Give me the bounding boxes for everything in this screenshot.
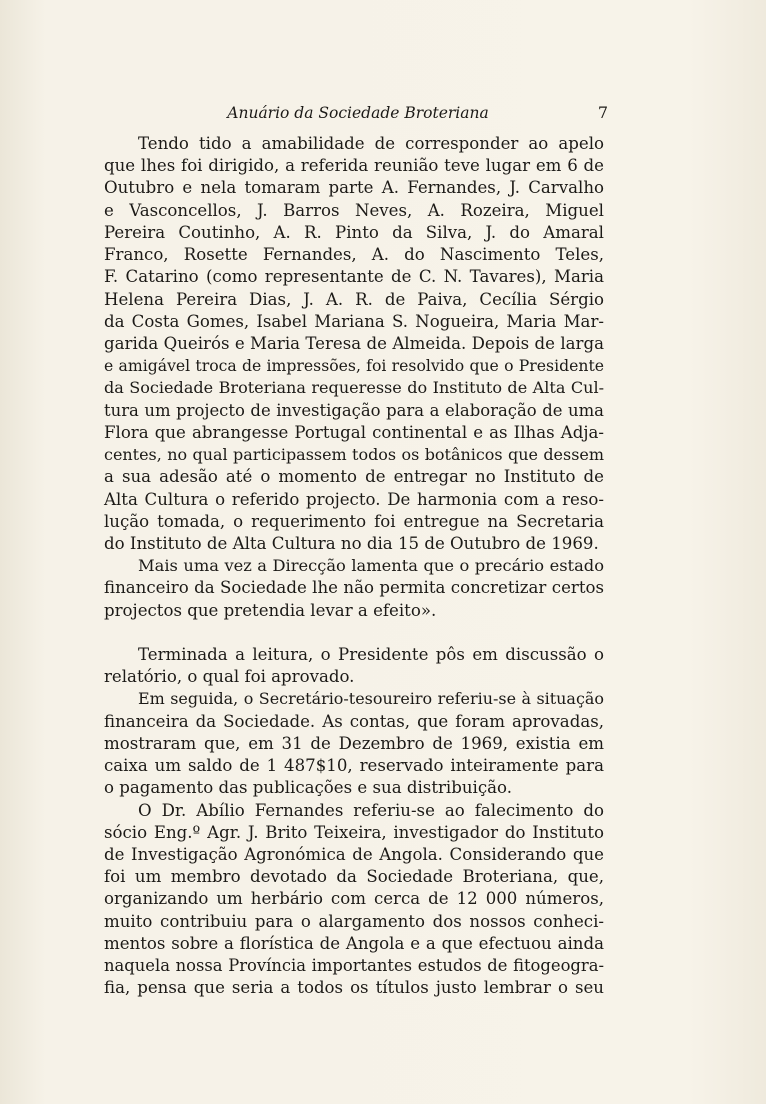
text-line: caixa um saldo de 1 487$10, reservado inteiramente para	[104, 756, 604, 776]
page-number: 7	[597, 103, 608, 122]
text-line: Tendo tido a amabilidade de corresponder ao apelo	[138, 134, 604, 153]
text-line: Flora que abrangesse Portugal continental e as Ilhas Adja-	[104, 422, 604, 442]
text-line: Pereira Coutinho, A. R. Pinto da Silva, J. do Amaral	[104, 222, 604, 242]
text-line: tura um projecto de investigação para a elaboração de uma	[104, 400, 604, 420]
text-line: que lhes foi dirigido, a referida reunião teve lugar em 6 de	[104, 156, 604, 176]
text-line: de Investigação Agronómica de Angola. Considerando que	[104, 845, 604, 864]
text-line: muito contribuiu para o alargamento dos nossos conheci-	[104, 911, 604, 931]
text-line: Em seguida, o Secretário-tesoureiro referiu-se à situação	[138, 689, 604, 709]
text-line: mostraram que, em 31 de Dezembro de 1969, existia em	[104, 733, 604, 753]
text-line: Terminada a leitura, o Presidente pôs em discussão o	[138, 645, 604, 665]
text-line: a sua adesão até o momento de entregar no Instituto de	[104, 467, 604, 487]
running-header	[104, 100, 612, 124]
paragraph-gap	[104, 622, 604, 644]
text-line: e amigável troca de impressões, foi resolvido que o Presidente	[104, 356, 604, 376]
text-line: lução tomada, o requerimento foi entregue na Secretaria	[104, 511, 604, 531]
body-text	[104, 133, 604, 1000]
text-line: centes, no qual participassem todos os botânicos que dessem	[104, 445, 604, 465]
text-line: Alta Cultura o referido projecto. De harmonia com a reso-	[104, 489, 604, 509]
text-line: O Dr. Abílio Fernandes referiu-se ao falecimento do	[138, 800, 604, 820]
text-line: fia, pensa que seria a todos os títulos justo lembrar o seu	[104, 978, 604, 998]
text-line: mentos sobre a florística de Angola e a que efectuou ainda	[104, 933, 604, 953]
text-line: Franco, Rosette Fernandes, A. do Nascimento Teles,	[104, 245, 604, 265]
text-line: da Costa Gomes, Isabel Mariana S. Nogueira, Maria Mar-	[104, 311, 604, 331]
text-line: Outubro e nela tomaram parte A. Fernandes, J. Carvalho	[104, 178, 604, 198]
text-line: foi um membro devotado da Sociedade Broteriana, que,	[104, 867, 604, 887]
running-title: Anuário da Sociedade Broteriana	[227, 104, 489, 122]
text-line: e Vasconcellos, J. Barros Neves, A. Rozeira, Miguel	[104, 200, 604, 220]
text-line: projectos que pretendia levar a efeito».	[104, 600, 437, 620]
text-line: Mais uma vez a Direcção lamenta que o precário estado	[138, 556, 604, 576]
text-line: financeira da Sociedade. As contas, que foram aprovadas,	[104, 711, 604, 731]
text-line: o pagamento das publicações e sua distribuição.	[104, 778, 512, 798]
text-line: financeiro da Sociedade lhe não permita concretizar certos	[104, 578, 604, 598]
text-line: naquela nossa Província importantes estudos de fitogeogra-	[104, 956, 604, 976]
text-line: F. Catarino (como representante de C. N. Tavares), Maria	[104, 267, 604, 287]
text-line: Helena Pereira Dias, J. A. R. de Paiva, Cecília Sérgio	[104, 289, 604, 309]
text-line: sócio Eng.º Agr. J. Brito Teixeira, investigador do Instituto	[104, 822, 604, 842]
text-line: organizando um herbário com cerca de 12 000 números,	[104, 889, 604, 909]
text-line: do Instituto de Alta Cultura no dia 15 de Outubro de 1969.	[104, 533, 599, 553]
text-line: da Sociedade Broteriana requeresse do Instituto de Alta Cul-	[104, 378, 604, 398]
text-line: relatório, o qual foi aprovado.	[104, 667, 355, 687]
text-line: garida Queirós e Maria Teresa de Almeida. Depois de larga	[104, 333, 604, 353]
